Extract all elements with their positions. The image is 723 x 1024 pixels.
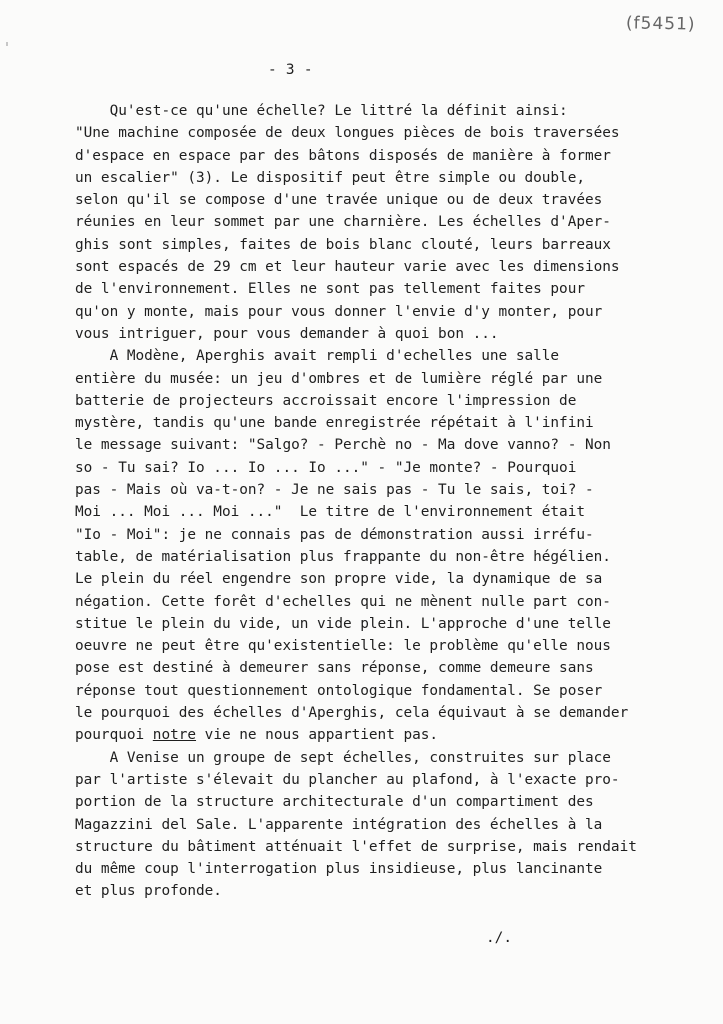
text-line: ghis sont simples, faites de bois blanc clouté, leurs barreaux [75,236,611,253]
text-line: table, de matérialisation plus frappante du non-être hégélien. [75,548,611,565]
text-line: Magazzini del Sale. L'apparente intégration des échelles à la [75,816,603,833]
text-line: entière du musée: un jeu d'ombres et de lumière réglé par une [75,370,603,387]
text-line: "Une machine composée de deux longues pièces de bois traversées [75,125,620,142]
text-line: oeuvre ne peut être qu'existentielle: le problème qu'elle nous [75,638,611,655]
text-line: qu'on y monte, mais pour vous donner l'envie d'y monter, pour [75,303,603,320]
text-line: Qu'est-ce qu'une échelle? Le littré la définit ainsi: [75,103,568,119]
text-fragment: pourquoi [75,727,153,744]
text-line: Le plein du réel engendre son propre vide, la dynamique de sa [75,571,603,588]
text-line: A Venise un groupe de sept échelles, construites sur place [75,749,611,766]
text-line: le message suivant: "Salgo? - Perchè no - Ma dove vanno? - Non [75,437,611,454]
text-line: structure du bâtiment atténuait l'effet de surprise, mais rendait [75,838,637,855]
text-line: de l'environnement. Elles ne sont pas tellement faites pour [75,281,585,298]
text-line: pose est destiné à demeurer sans réponse, comme demeure sans [75,660,594,677]
continuation-mark: ./. [486,930,512,946]
text-line: par l'artiste s'élevait du plancher au plafond, à l'exacte pro- [75,771,620,788]
text-line: "Io - Moi": je ne connais pas de démonstration aussi irréfu- [75,526,594,543]
text-line: du même coup l'interrogation plus insidieuse, plus lancinante [75,861,603,878]
text-line: mystère, tandis qu'une bande enregistrée répétait à l'infini [75,415,594,432]
body-text [75,100,655,903]
underlined-word: notre [152,727,197,744]
text-line: le pourquoi des échelles d'Aperghis, cela équivaut à se demander [75,705,629,722]
text-line: réponse tout questionnement ontologique fondamental. Se poser [75,682,603,699]
text-line: d'espace en espace par des bâtons disposés de manière à former [75,147,611,164]
text-line: portion de la structure architecturale d'un compartiment des [75,794,594,811]
text-line: Moi ... Moi ... Moi ..." Le titre de l'environnement était [75,504,585,521]
text-line: négation. Cette forêt d'echelles qui ne mènent nulle part con- [75,593,611,610]
text-line: A Modène, Aperghis avait rempli d'echelles une salle [75,348,560,365]
text-line: et plus profonde. [75,883,222,900]
scan-artifact [6,42,8,46]
text-line: so - Tu sai? Io ... Io ... Io ..." - "Je monte? - Pourquoi [75,459,577,476]
text-line: pas - Mais où va-t-on? - Je ne sais pas - Tu le sais, toi? - [75,482,594,499]
text-fragment: vie ne nous appartient pas. [196,727,439,744]
text-line-with-underline [75,724,655,746]
text-line: stitue le plein du vide, un vide plein. L'approche d'une telle [75,615,611,632]
text-line: vous intriguer, pour vous demander à quoi bon ... [75,325,499,342]
page-number: - 3 - [268,62,313,78]
text-line: sont espacés de 29 cm et leur hauteur varie avec les dimensions [75,259,620,276]
text-line: selon qu'il se compose d'une travée unique ou de deux travées [75,192,603,209]
archive-reference: (f5451) [625,13,696,35]
text-line: réunies en leur sommet par une charnière. Les échelles d'Aper- [75,214,611,231]
text-line: batterie de projecteurs accroissait encore l'impression de [75,392,577,409]
text-line: un escalier" (3). Le dispositif peut être simple ou double, [75,169,585,186]
